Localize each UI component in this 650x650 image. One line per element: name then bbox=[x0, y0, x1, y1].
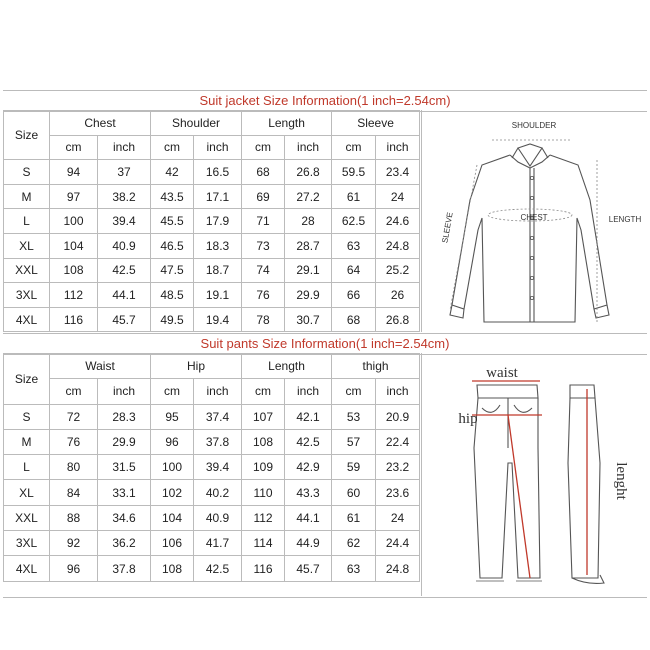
table-row bbox=[4, 505, 420, 530]
value-cell: 112 bbox=[50, 283, 98, 308]
value-cell: 76 bbox=[50, 429, 98, 454]
group-header-shoulder: Shoulder bbox=[151, 111, 242, 136]
group-header-waist: Waist bbox=[50, 354, 151, 379]
value-cell: 24.6 bbox=[376, 209, 420, 234]
unit-inch: inch bbox=[285, 379, 332, 404]
pants-unit-header-row bbox=[4, 379, 420, 404]
value-cell: 95 bbox=[151, 404, 194, 429]
jacket-table-body bbox=[4, 160, 420, 332]
table-row bbox=[4, 531, 420, 556]
value-cell: 28.3 bbox=[98, 404, 151, 429]
value-cell: 23.4 bbox=[376, 160, 420, 185]
pants-title: Suit pants Size Information(1 inch=2.54cm) bbox=[3, 333, 647, 355]
unit-inch: inch bbox=[98, 135, 151, 160]
unit-cm: cm bbox=[50, 379, 98, 404]
value-cell: 16.5 bbox=[194, 160, 242, 185]
value-cell: 108 bbox=[50, 258, 98, 283]
value-cell: 45.7 bbox=[98, 307, 151, 332]
unit-cm: cm bbox=[50, 135, 98, 160]
length-label: LENGTH bbox=[608, 215, 642, 224]
value-cell: 26 bbox=[376, 283, 420, 308]
value-cell: 24 bbox=[376, 184, 420, 209]
group-header-sleeve: Sleeve bbox=[332, 111, 420, 136]
value-cell: 100 bbox=[50, 209, 98, 234]
value-cell: 34.6 bbox=[98, 505, 151, 530]
value-cell: 29.9 bbox=[98, 429, 151, 454]
value-cell: 49.5 bbox=[151, 307, 194, 332]
value-cell: 26.8 bbox=[285, 160, 332, 185]
value-cell: 104 bbox=[50, 233, 98, 258]
unit-cm: cm bbox=[332, 379, 376, 404]
jacket-title: Suit jacket Size Information(1 inch=2.54cm) bbox=[3, 90, 647, 112]
value-cell: 92 bbox=[50, 531, 98, 556]
value-cell: 27.2 bbox=[285, 184, 332, 209]
value-cell: 97 bbox=[50, 184, 98, 209]
value-cell: 69 bbox=[242, 184, 285, 209]
value-cell: 42.5 bbox=[98, 258, 151, 283]
value-cell: 100 bbox=[151, 455, 194, 480]
value-cell: 37.4 bbox=[194, 404, 242, 429]
length-label: lenght bbox=[613, 462, 629, 500]
value-cell: 76 bbox=[242, 283, 285, 308]
value-cell: 109 bbox=[242, 455, 285, 480]
value-cell: 108 bbox=[242, 429, 285, 454]
value-cell: 45.5 bbox=[151, 209, 194, 234]
jacket-section bbox=[3, 90, 647, 333]
size-cell: L bbox=[4, 455, 50, 480]
unit-inch: inch bbox=[194, 135, 242, 160]
size-cell: M bbox=[4, 429, 50, 454]
value-cell: 48.5 bbox=[151, 283, 194, 308]
value-cell: 42.5 bbox=[285, 429, 332, 454]
value-cell: 43.5 bbox=[151, 184, 194, 209]
value-cell: 60 bbox=[332, 480, 376, 505]
size-cell: XL bbox=[4, 480, 50, 505]
value-cell: 61 bbox=[332, 184, 376, 209]
value-cell: 18.7 bbox=[194, 258, 242, 283]
bottom-border bbox=[3, 597, 647, 598]
value-cell: 36.2 bbox=[98, 531, 151, 556]
value-cell: 64 bbox=[332, 258, 376, 283]
chest-label: CHEST bbox=[520, 213, 548, 222]
value-cell: 29.9 bbox=[285, 283, 332, 308]
size-header: Size bbox=[4, 354, 50, 405]
pants-group-header-row bbox=[4, 354, 420, 379]
value-cell: 24.4 bbox=[376, 531, 420, 556]
value-cell: 106 bbox=[151, 531, 194, 556]
sleeve-label: SLEEVE bbox=[440, 211, 455, 244]
size-cell: 4XL bbox=[4, 307, 50, 332]
value-cell: 24.8 bbox=[376, 233, 420, 258]
value-cell: 20.9 bbox=[376, 404, 420, 429]
table-row bbox=[4, 556, 420, 581]
value-cell: 40.9 bbox=[98, 233, 151, 258]
value-cell: 42.5 bbox=[194, 556, 242, 581]
value-cell: 88 bbox=[50, 505, 98, 530]
unit-inch: inch bbox=[376, 379, 420, 404]
value-cell: 25.2 bbox=[376, 258, 420, 283]
size-cell: 3XL bbox=[4, 531, 50, 556]
value-cell: 57 bbox=[332, 429, 376, 454]
value-cell: 29.1 bbox=[285, 258, 332, 283]
pants-table-body bbox=[4, 404, 420, 581]
group-header-thigh: thigh bbox=[332, 354, 420, 379]
value-cell: 43.3 bbox=[285, 480, 332, 505]
value-cell: 42.9 bbox=[285, 455, 332, 480]
value-cell: 17.9 bbox=[194, 209, 242, 234]
value-cell: 42.1 bbox=[285, 404, 332, 429]
table-row bbox=[4, 160, 420, 185]
value-cell: 68 bbox=[332, 307, 376, 332]
unit-inch: inch bbox=[285, 135, 332, 160]
value-cell: 114 bbox=[242, 531, 285, 556]
size-cell: M bbox=[4, 184, 50, 209]
value-cell: 110 bbox=[242, 480, 285, 505]
value-cell: 63 bbox=[332, 233, 376, 258]
value-cell: 59.5 bbox=[332, 160, 376, 185]
value-cell: 61 bbox=[332, 505, 376, 530]
value-cell: 19.1 bbox=[194, 283, 242, 308]
table-row bbox=[4, 209, 420, 234]
unit-cm: cm bbox=[151, 135, 194, 160]
value-cell: 96 bbox=[50, 556, 98, 581]
value-cell: 28 bbox=[285, 209, 332, 234]
value-cell: 23.6 bbox=[376, 480, 420, 505]
value-cell: 116 bbox=[242, 556, 285, 581]
value-cell: 23.2 bbox=[376, 455, 420, 480]
value-cell: 30.7 bbox=[285, 307, 332, 332]
value-cell: 39.4 bbox=[194, 455, 242, 480]
value-cell: 104 bbox=[151, 505, 194, 530]
unit-cm: cm bbox=[242, 135, 285, 160]
value-cell: 94 bbox=[50, 160, 98, 185]
jacket-size-table bbox=[3, 110, 420, 332]
value-cell: 62.5 bbox=[332, 209, 376, 234]
unit-inch: inch bbox=[98, 379, 151, 404]
value-cell: 74 bbox=[242, 258, 285, 283]
group-header-length: Length bbox=[242, 354, 332, 379]
table-row bbox=[4, 258, 420, 283]
value-cell: 102 bbox=[151, 480, 194, 505]
value-cell: 45.7 bbox=[285, 556, 332, 581]
group-header-length: Length bbox=[242, 111, 332, 136]
size-cell: XXL bbox=[4, 505, 50, 530]
shirt-diagram bbox=[421, 110, 647, 332]
hip-label: hip bbox=[458, 411, 478, 427]
value-cell: 24 bbox=[376, 505, 420, 530]
jacket-unit-header-row bbox=[4, 135, 420, 160]
value-cell: 41.7 bbox=[194, 531, 242, 556]
unit-inch: inch bbox=[376, 135, 420, 160]
value-cell: 44.1 bbox=[285, 505, 332, 530]
value-cell: 62 bbox=[332, 531, 376, 556]
value-cell: 73 bbox=[242, 233, 285, 258]
value-cell: 28.7 bbox=[285, 233, 332, 258]
value-cell: 24.8 bbox=[376, 556, 420, 581]
value-cell: 71 bbox=[242, 209, 285, 234]
shirt-diagram-svg bbox=[422, 110, 647, 332]
value-cell: 72 bbox=[50, 404, 98, 429]
value-cell: 78 bbox=[242, 307, 285, 332]
value-cell: 53 bbox=[332, 404, 376, 429]
value-cell: 47.5 bbox=[151, 258, 194, 283]
value-cell: 38.2 bbox=[98, 184, 151, 209]
value-cell: 37.8 bbox=[98, 556, 151, 581]
value-cell: 40.2 bbox=[194, 480, 242, 505]
value-cell: 107 bbox=[242, 404, 285, 429]
value-cell: 63 bbox=[332, 556, 376, 581]
pants-section bbox=[3, 333, 647, 597]
waist-label: waist bbox=[486, 365, 518, 381]
value-cell: 33.1 bbox=[98, 480, 151, 505]
size-cell: L bbox=[4, 209, 50, 234]
size-cell: 3XL bbox=[4, 283, 50, 308]
value-cell: 66 bbox=[332, 283, 376, 308]
value-cell: 42 bbox=[151, 160, 194, 185]
value-cell: 18.3 bbox=[194, 233, 242, 258]
value-cell: 46.5 bbox=[151, 233, 194, 258]
value-cell: 96 bbox=[151, 429, 194, 454]
shoulder-label: SHOULDER bbox=[511, 121, 557, 130]
value-cell: 112 bbox=[242, 505, 285, 530]
value-cell: 37 bbox=[98, 160, 151, 185]
value-cell: 68 bbox=[242, 160, 285, 185]
value-cell: 80 bbox=[50, 455, 98, 480]
value-cell: 84 bbox=[50, 480, 98, 505]
jacket-group-header-row bbox=[4, 111, 420, 136]
pants-diagram bbox=[421, 353, 647, 596]
value-cell: 37.8 bbox=[194, 429, 242, 454]
size-header: Size bbox=[4, 111, 50, 160]
table-row bbox=[4, 283, 420, 308]
size-cell: S bbox=[4, 404, 50, 429]
value-cell: 22.4 bbox=[376, 429, 420, 454]
value-cell: 44.9 bbox=[285, 531, 332, 556]
unit-cm: cm bbox=[151, 379, 194, 404]
group-header-chest: Chest bbox=[50, 111, 151, 136]
table-row bbox=[4, 480, 420, 505]
value-cell: 44.1 bbox=[98, 283, 151, 308]
unit-cm: cm bbox=[332, 135, 376, 160]
value-cell: 59 bbox=[332, 455, 376, 480]
table-row bbox=[4, 429, 420, 454]
unit-inch: inch bbox=[194, 379, 242, 404]
value-cell: 116 bbox=[50, 307, 98, 332]
size-cell: XL bbox=[4, 233, 50, 258]
group-header-hip: Hip bbox=[151, 354, 242, 379]
table-row bbox=[4, 184, 420, 209]
value-cell: 26.8 bbox=[376, 307, 420, 332]
unit-cm: cm bbox=[242, 379, 285, 404]
table-row bbox=[4, 455, 420, 480]
size-cell: XXL bbox=[4, 258, 50, 283]
value-cell: 108 bbox=[151, 556, 194, 581]
value-cell: 39.4 bbox=[98, 209, 151, 234]
table-row bbox=[4, 404, 420, 429]
pants-diagram-svg bbox=[422, 353, 647, 596]
size-cell: S bbox=[4, 160, 50, 185]
value-cell: 40.9 bbox=[194, 505, 242, 530]
value-cell: 19.4 bbox=[194, 307, 242, 332]
size-cell: 4XL bbox=[4, 556, 50, 581]
value-cell: 31.5 bbox=[98, 455, 151, 480]
value-cell: 17.1 bbox=[194, 184, 242, 209]
table-row bbox=[4, 307, 420, 332]
table-row bbox=[4, 233, 420, 258]
pants-size-table bbox=[3, 353, 420, 582]
